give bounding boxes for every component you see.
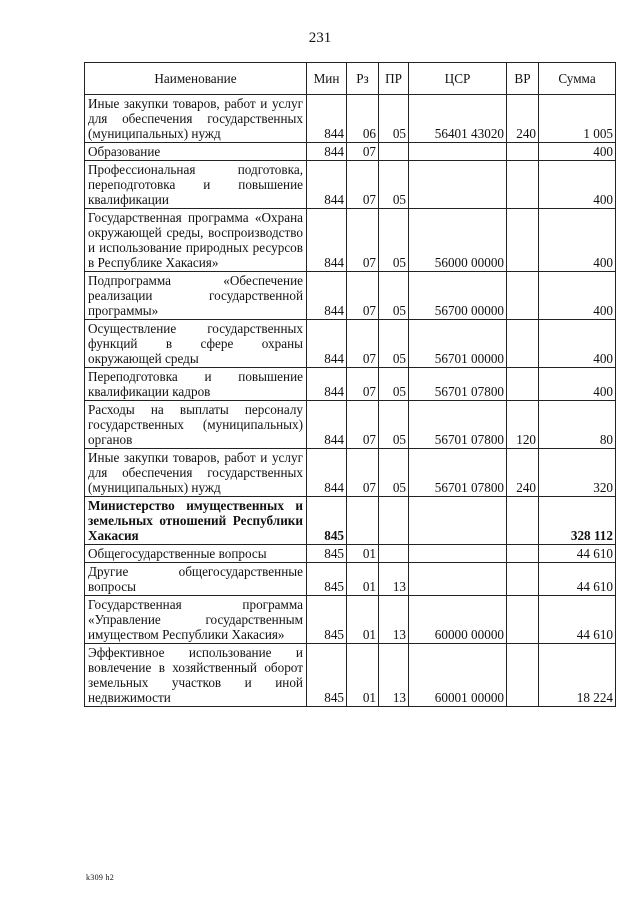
table-body (85, 95, 616, 707)
table-row (85, 209, 616, 272)
cell-vr (507, 563, 539, 596)
cell-vr (507, 209, 539, 272)
cell-sum: 44 610 (539, 596, 616, 644)
cell-min: 845 (307, 545, 347, 563)
cell-name: Государственная программа «Управление государственным имуществом Республики Хакасия» (85, 596, 307, 644)
cell-name: Осуществление государственных функций в сфере охраны окружающей среды (85, 320, 307, 368)
header-sum: Сумма (539, 63, 616, 95)
cell-sum: 400 (539, 161, 616, 209)
table-row (85, 545, 616, 563)
cell-min: 844 (307, 161, 347, 209)
cell-pr: 05 (379, 368, 409, 401)
cell-rz: 06 (347, 95, 379, 143)
header-min: Мин (307, 63, 347, 95)
table-row (85, 320, 616, 368)
cell-csr: 56000 00000 (409, 209, 507, 272)
cell-pr: 13 (379, 563, 409, 596)
cell-min: 844 (307, 95, 347, 143)
cell-pr (379, 143, 409, 161)
header-rz: Рз (347, 63, 379, 95)
cell-pr (379, 497, 409, 545)
cell-csr: 56700 00000 (409, 272, 507, 320)
table-row (85, 95, 616, 143)
cell-rz: 01 (347, 644, 379, 707)
cell-min: 844 (307, 449, 347, 497)
cell-min: 844 (307, 401, 347, 449)
cell-csr (409, 143, 507, 161)
cell-vr: 120 (507, 401, 539, 449)
cell-name: Подпрограмма «Обеспечение реализации государственной программы» (85, 272, 307, 320)
cell-csr: 56701 07800 (409, 401, 507, 449)
cell-rz: 07 (347, 272, 379, 320)
cell-min: 844 (307, 368, 347, 401)
cell-name: Иные закупки товаров, работ и услуг для обеспечения государственных (муниципальных) нужд (85, 95, 307, 143)
cell-min: 845 (307, 644, 347, 707)
cell-sum: 400 (539, 368, 616, 401)
header-pr: ПР (379, 63, 409, 95)
cell-vr (507, 497, 539, 545)
cell-rz: 07 (347, 209, 379, 272)
cell-name: Общегосударственные вопросы (85, 545, 307, 563)
budget-table (84, 62, 616, 707)
cell-csr: 56401 43020 (409, 95, 507, 143)
table-row (85, 644, 616, 707)
cell-rz: 07 (347, 449, 379, 497)
cell-min: 844 (307, 209, 347, 272)
cell-csr: 60000 00000 (409, 596, 507, 644)
cell-pr: 13 (379, 596, 409, 644)
cell-vr (507, 644, 539, 707)
cell-rz: 07 (347, 320, 379, 368)
cell-name: Профессиональная подготовка, переподготовка и повышение квалификации (85, 161, 307, 209)
cell-csr: 56701 07800 (409, 449, 507, 497)
cell-csr: 60001 00000 (409, 644, 507, 707)
table-row (85, 449, 616, 497)
cell-pr: 05 (379, 449, 409, 497)
cell-vr (507, 161, 539, 209)
table-row (85, 563, 616, 596)
cell-pr: 05 (379, 401, 409, 449)
table-header-row (85, 63, 616, 95)
cell-sum: 400 (539, 143, 616, 161)
cell-sum: 400 (539, 320, 616, 368)
cell-rz: 01 (347, 545, 379, 563)
cell-rz (347, 497, 379, 545)
cell-name: Другие общегосударственные вопросы (85, 563, 307, 596)
cell-sum: 400 (539, 272, 616, 320)
cell-csr (409, 563, 507, 596)
header-vr: ВР (507, 63, 539, 95)
cell-name: Переподготовка и повышение квалификации кадров (85, 368, 307, 401)
cell-rz: 07 (347, 143, 379, 161)
cell-csr (409, 545, 507, 563)
cell-vr (507, 143, 539, 161)
cell-min: 845 (307, 563, 347, 596)
cell-sum: 400 (539, 209, 616, 272)
cell-rz: 01 (347, 596, 379, 644)
cell-rz: 01 (347, 563, 379, 596)
cell-name: Иные закупки товаров, работ и услуг для обеспечения государственных (муниципальных) нужд (85, 449, 307, 497)
cell-sum: 328 112 (539, 497, 616, 545)
table-row (85, 368, 616, 401)
cell-min: 844 (307, 320, 347, 368)
cell-min: 844 (307, 272, 347, 320)
cell-min: 845 (307, 497, 347, 545)
header-csr: ЦСР (409, 63, 507, 95)
cell-vr (507, 272, 539, 320)
cell-csr: 56701 07800 (409, 368, 507, 401)
cell-pr: 13 (379, 644, 409, 707)
cell-rz: 07 (347, 161, 379, 209)
cell-pr: 05 (379, 320, 409, 368)
cell-vr (507, 368, 539, 401)
cell-vr (507, 596, 539, 644)
cell-sum: 1 005 (539, 95, 616, 143)
cell-vr (507, 320, 539, 368)
cell-csr: 56701 00000 (409, 320, 507, 368)
table-row (85, 596, 616, 644)
cell-pr: 05 (379, 95, 409, 143)
page-number: 231 (308, 30, 332, 46)
cell-name: Расходы на выплаты персоналу государственных (муниципальных) органов (85, 401, 307, 449)
table-row (85, 497, 616, 545)
cell-min: 845 (307, 596, 347, 644)
cell-csr (409, 497, 507, 545)
cell-sum: 44 610 (539, 545, 616, 563)
cell-sum: 44 610 (539, 563, 616, 596)
cell-name: Образование (85, 143, 307, 161)
cell-vr (507, 545, 539, 563)
cell-vr: 240 (507, 449, 539, 497)
cell-sum: 320 (539, 449, 616, 497)
cell-name: Государственная программа «Охрана окружающей среды, воспроизводство и использование природных ресурсов в Республике Хакасия» (85, 209, 307, 272)
cell-pr: 05 (379, 209, 409, 272)
cell-pr (379, 545, 409, 563)
cell-rz: 07 (347, 368, 379, 401)
cell-pr: 05 (379, 161, 409, 209)
footer-code: k309 h2 (86, 873, 115, 882)
cell-vr: 240 (507, 95, 539, 143)
cell-min: 844 (307, 143, 347, 161)
table-row (85, 401, 616, 449)
cell-name: Эффективное использование и вовлечение в хозяйственный оборот земельных участков и иной недвижимости (85, 644, 307, 707)
cell-sum: 80 (539, 401, 616, 449)
cell-pr: 05 (379, 272, 409, 320)
header-name: Наименование (85, 63, 307, 95)
cell-csr (409, 161, 507, 209)
cell-sum: 18 224 (539, 644, 616, 707)
cell-name: Министерство имущественных и земельных отношений Республики Хакасия (85, 497, 307, 545)
cell-rz: 07 (347, 401, 379, 449)
table-row (85, 161, 616, 209)
table-row (85, 143, 616, 161)
table-row (85, 272, 616, 320)
